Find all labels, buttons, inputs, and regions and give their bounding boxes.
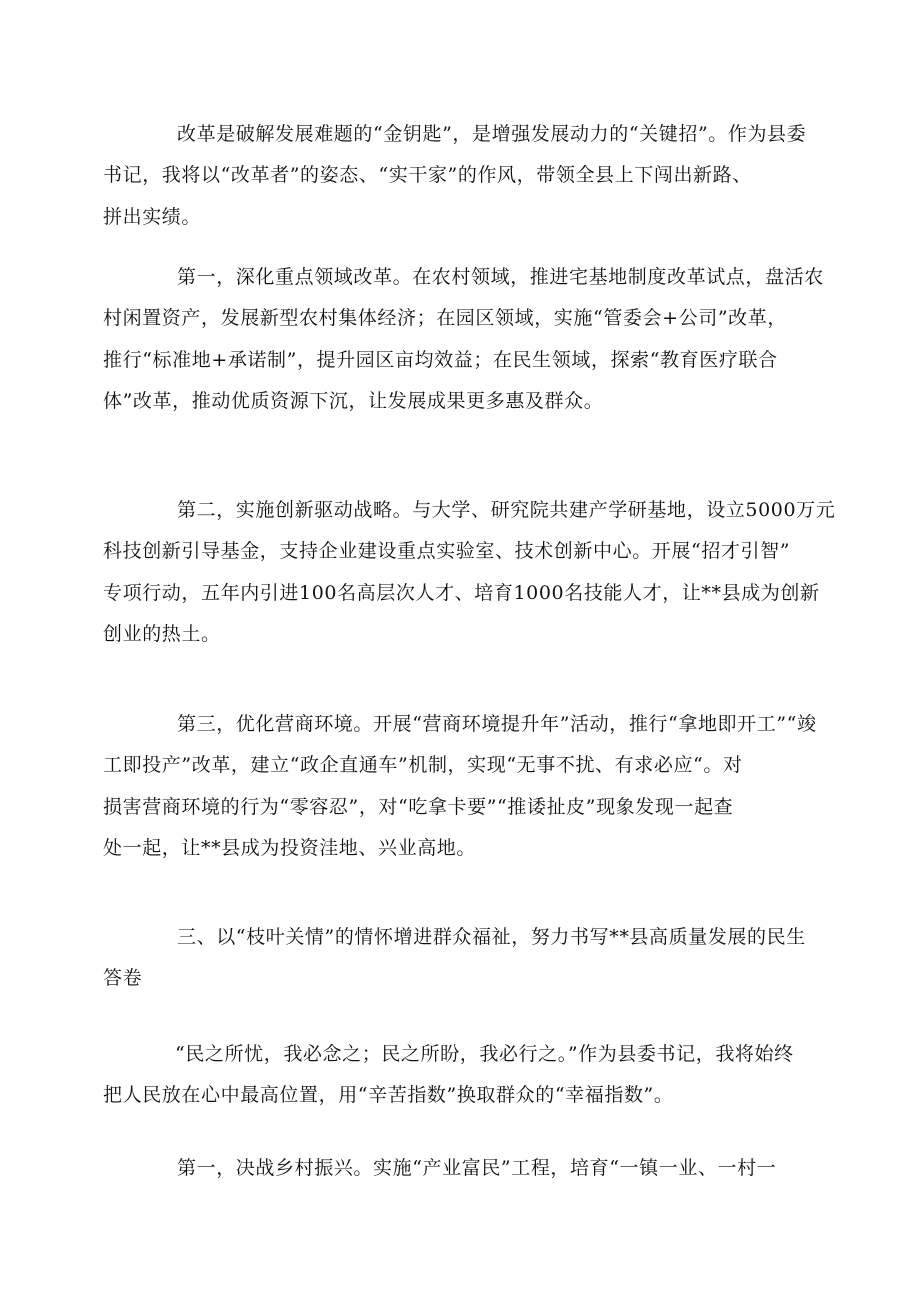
paragraph-line: 工即投产”改革，建立“政企直通车”机制，实现“无事不扰、有求必应“。对: [103, 754, 743, 777]
paragraph-deepen-reform: [103, 257, 824, 422]
paragraph-line: 第三，优化营商环境。开展“营商环境提升年”活动，推行“拿地即开工”“竣: [177, 713, 817, 735]
paragraph-line: 拼出实绩。: [103, 205, 202, 228]
paragraph-line: 第一，深化重点领域改革。在农村领域，推进宅基地制度改革试点，盘活农: [177, 266, 824, 288]
paragraph-business-environment: [103, 704, 817, 869]
paragraph-line: 第一，决战乡村振兴。实施“产业富民”工程，培育“一镇一业、一村一: [177, 1157, 777, 1179]
paragraph-innovation: [103, 490, 836, 655]
section-heading-livelihood: [103, 917, 806, 1000]
paragraph-line: 专项行动，五年内引进100名高层次人才、培育1000名技能人才，让**县成为创新: [103, 581, 820, 604]
paragraph-line: 处一起，让**县成为投资洼地、兴业高地。: [103, 836, 477, 859]
paragraph-line: 第二，实施创新驱动战略。与大学、研究院共建产学研基地，设立5000万元: [177, 499, 836, 521]
paragraph-line: 损害营商环境的行为“零容忍”，对“吃拿卡要”“推诿扯皮”现象发现一起查: [103, 795, 734, 818]
heading-line: 三、以“枝叶关情”的情怀增进群众福祉，努力书写**县高质量发展的民生: [177, 926, 806, 948]
paragraph-line: 推行“标准地+承诺制”，提升园区亩均效益；在民生领域，探索“教育医疗联合: [103, 348, 778, 371]
paragraph-line: 创业的热土。: [103, 622, 221, 645]
paragraph-line: 体”改革，推动优质资源下沉，让发展成果更多惠及群众。: [103, 389, 604, 412]
paragraph-people-quote: [103, 1034, 797, 1117]
paragraph-line: 改革是破解发展难题的“金钥匙”，是增强发展动力的“关键招”。作为县委: [177, 123, 807, 145]
paragraph-rural-revitalization: [177, 1148, 797, 1189]
paragraph-line: 书记，我将以“改革者”的姿态、“实干家”的作风，带领全县上下闯出新路、: [103, 164, 752, 187]
paragraph-reform-intro: [103, 114, 807, 238]
paragraph-line: “民之所忧，我必念之；民之所盼，我必行之。”作为县委书记，我将始终: [175, 1043, 794, 1065]
paragraph-line: 科技创新引导基金，支持企业建设重点实验室、技术创新中心。开展“招才引智”: [103, 540, 791, 563]
heading-line: 答卷: [103, 967, 143, 990]
paragraph-line: 把人民放在心中最高位置，用“辛苦指数”换取群众的“幸福指数”。: [103, 1084, 674, 1107]
paragraph-line: 村闲置资产，发展新型农村集体经济；在园区领域，实施“管委会+公司”改革，: [103, 307, 787, 330]
